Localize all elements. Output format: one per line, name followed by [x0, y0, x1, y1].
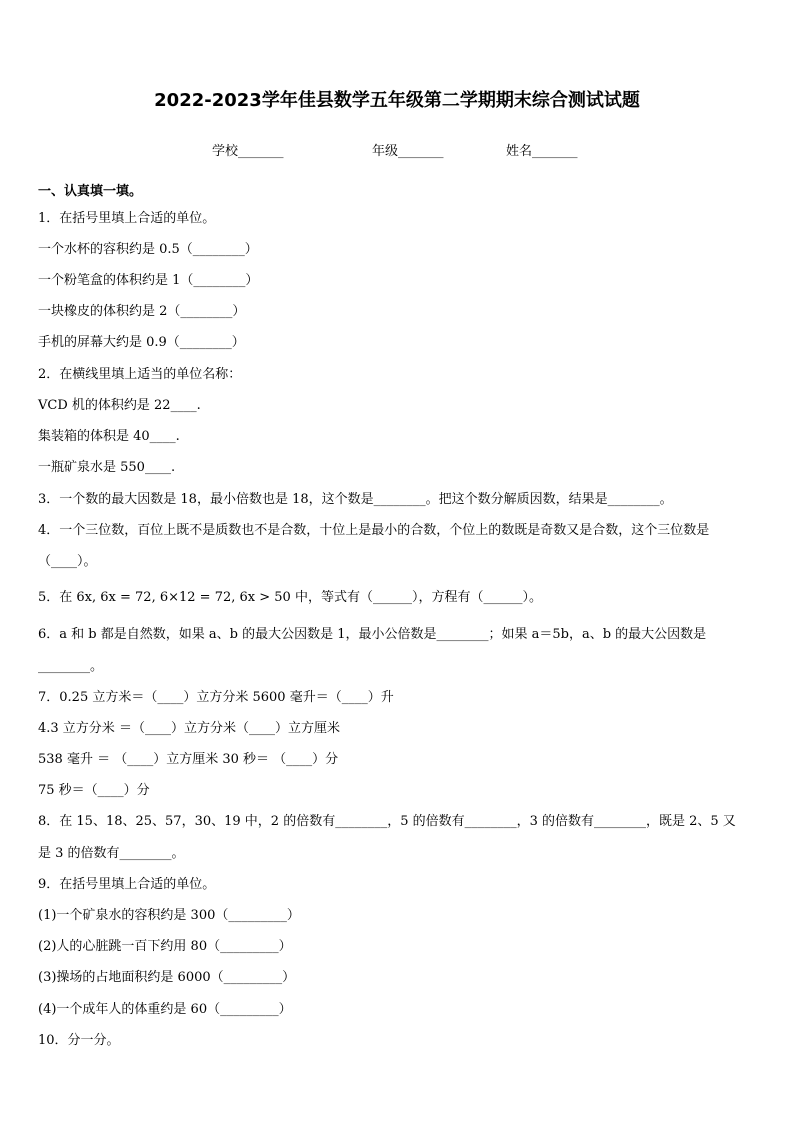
question-8: 8．在 15、18、25、57，30、19 中，2 的倍数有________，5 的倍数有________，3 的倍数有________，既是 2、5 又: [38, 814, 736, 829]
q2-item-3: 一瓶矿泉水是 550____.: [38, 460, 176, 475]
q7-item-3: 538 毫升 ＝ （____）立方厘米 30 秒＝ （____）分: [38, 752, 339, 767]
q9-item-4: (4)一个成年人的体重约是 60（_________）: [38, 1002, 292, 1017]
q7-item-4: 75 秒＝（____）分: [38, 783, 150, 798]
question-3: 3．一个数的最大因数是 18，最小倍数也是 18，这个数是________。把这个数分解质因数，结果是________。: [38, 492, 673, 507]
question-2: 2．在横线里填上适当的单位名称：: [38, 367, 242, 382]
question-1: 1．在括号里填上合适的单位。: [38, 211, 216, 226]
q1-item-1: 一个水杯的容积约是 0.5（________）: [38, 242, 258, 257]
question-4-cont: （____）。: [38, 554, 97, 569]
grade-field[interactable]: 年级_______: [372, 144, 444, 159]
q7-item-2: 4.3 立方分米 ＝（____）立方分米（____）立方厘米: [38, 721, 340, 736]
question-9: 9．在括号里填上合适的单位。: [38, 877, 216, 892]
q9-item-1: (1)一个矿泉水的容积约是 300（_________）: [38, 908, 300, 923]
q1-item-2: 一个粉笔盒的体积约是 1（________）: [38, 273, 259, 288]
section-heading: 一、认真填一填。: [38, 184, 143, 199]
question-6: 6．a 和 b 都是自然数，如果 a、b 的最大公因数是 1，最小公倍数是________；如果 a＝5b，a、b 的最大公因数是: [38, 627, 707, 642]
q9-item-3: (3)操场的占地面积约是 6000（_________）: [38, 970, 296, 985]
question-6-cont: ________。: [38, 659, 104, 674]
question-5: 5．在 6x, 6x = 72, 6×12 = 72, 6x > 50 中，等式有（______），方程有（______）。: [38, 590, 542, 605]
q2-item-1: VCD 机的体积约是 22____.: [38, 398, 201, 413]
q1-item-4: 手机的屏幕大约是 0.9（________）: [38, 335, 245, 350]
question-10: 10．分一分。: [38, 1033, 120, 1048]
q1-item-3: 一块橡皮的体积约是 2（________）: [38, 304, 246, 319]
q2-item-2: 集装箱的体积是 40____.: [38, 429, 180, 444]
name-field[interactable]: 姓名_______: [506, 144, 578, 159]
page-title: 2022-2023学年佳县数学五年级第二学期期末综合测试试题: [154, 90, 640, 111]
question-4: 4．一个三位数，百位上既不是质数也不是合数，十位上是最小的合数，个位上的数既是奇数又是合数，这个三位数是: [38, 523, 710, 538]
q9-item-2: (2)人的心脏跳一百下约用 80（_________）: [38, 939, 292, 954]
school-field[interactable]: 学校_______: [212, 144, 284, 159]
question-7: 7．0.25 立方米＝（____）立方分米 5600 毫升＝（____）升: [38, 690, 394, 705]
question-8-cont: 是 3 的倍数有________。: [38, 846, 185, 861]
